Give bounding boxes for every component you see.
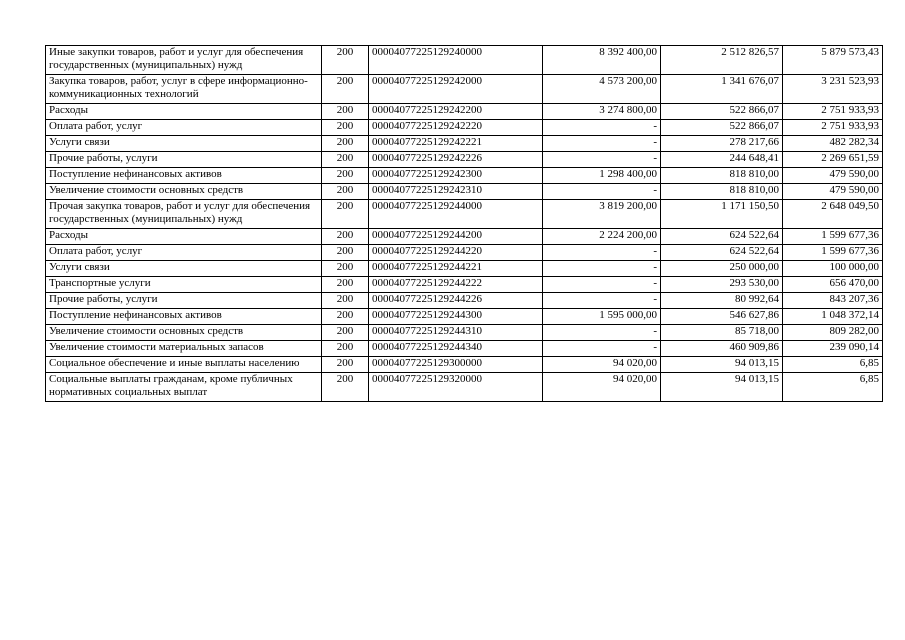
table-row	[46, 152, 883, 168]
row-kbk-cell: 00004077225129244200	[369, 229, 543, 245]
row-executed-cell: 1 171 150,50	[661, 200, 783, 229]
row-name-cell: Иные закупки товаров, работ и услуг для обеспечения государственных (муниципальных) нужд	[46, 46, 322, 75]
row-executed-cell: 818 810,00	[661, 184, 783, 200]
table-row	[46, 184, 883, 200]
row-kbk-cell: 00004077225129242310	[369, 184, 543, 200]
table-row	[46, 261, 883, 277]
row-code-cell: 200	[322, 293, 369, 309]
row-plan-cell: -	[543, 293, 661, 309]
table-row	[46, 120, 883, 136]
row-name-cell: Социальные выплаты гражданам, кроме публичных нормативных социальных выплат	[46, 373, 322, 402]
row-executed-cell: 818 810,00	[661, 168, 783, 184]
row-plan-cell: 1 298 400,00	[543, 168, 661, 184]
row-executed-cell: 85 718,00	[661, 325, 783, 341]
table-row	[46, 341, 883, 357]
table-row	[46, 168, 883, 184]
row-code-cell: 200	[322, 104, 369, 120]
row-plan-cell: 94 020,00	[543, 373, 661, 402]
row-kbk-cell: 00004077225129244340	[369, 341, 543, 357]
row-name-cell: Поступление нефинансовых активов	[46, 168, 322, 184]
row-name-cell: Социальное обеспечение и иные выплаты населению	[46, 357, 322, 373]
table-row	[46, 325, 883, 341]
row-plan-cell: -	[543, 245, 661, 261]
row-remainder-cell: 843 207,36	[783, 293, 883, 309]
row-plan-cell: -	[543, 120, 661, 136]
row-plan-cell: 2 224 200,00	[543, 229, 661, 245]
row-plan-cell: -	[543, 277, 661, 293]
row-kbk-cell: 00004077225129244220	[369, 245, 543, 261]
row-plan-cell: 8 392 400,00	[543, 46, 661, 75]
row-plan-cell: 1 595 000,00	[543, 309, 661, 325]
row-plan-cell: -	[543, 152, 661, 168]
row-remainder-cell: 2 751 933,93	[783, 104, 883, 120]
row-remainder-cell: 100 000,00	[783, 261, 883, 277]
row-executed-cell: 460 909,86	[661, 341, 783, 357]
row-kbk-cell: 00004077225129244000	[369, 200, 543, 229]
budget-execution-table	[45, 45, 883, 402]
row-remainder-cell: 479 590,00	[783, 184, 883, 200]
row-code-cell: 200	[322, 341, 369, 357]
table-row	[46, 245, 883, 261]
row-executed-cell: 293 530,00	[661, 277, 783, 293]
row-kbk-cell: 00004077225129242221	[369, 136, 543, 152]
row-code-cell: 200	[322, 46, 369, 75]
row-kbk-cell: 00004077225129244300	[369, 309, 543, 325]
table-row	[46, 136, 883, 152]
row-code-cell: 200	[322, 373, 369, 402]
table-row	[46, 309, 883, 325]
row-plan-cell: 94 020,00	[543, 357, 661, 373]
row-kbk-cell: 00004077225129244310	[369, 325, 543, 341]
row-name-cell: Увеличение стоимости основных средств	[46, 184, 322, 200]
table-row	[46, 75, 883, 104]
row-executed-cell: 522 866,07	[661, 104, 783, 120]
table-row	[46, 229, 883, 245]
row-executed-cell: 278 217,66	[661, 136, 783, 152]
row-executed-cell: 624 522,64	[661, 229, 783, 245]
row-kbk-cell: 00004077225129242226	[369, 152, 543, 168]
row-code-cell: 200	[322, 229, 369, 245]
row-kbk-cell: 00004077225129244226	[369, 293, 543, 309]
row-executed-cell: 624 522,64	[661, 245, 783, 261]
table-row	[46, 373, 883, 402]
row-code-cell: 200	[322, 261, 369, 277]
table-row	[46, 104, 883, 120]
row-code-cell: 200	[322, 75, 369, 104]
row-executed-cell: 546 627,86	[661, 309, 783, 325]
row-kbk-cell: 00004077225129242220	[369, 120, 543, 136]
row-remainder-cell: 656 470,00	[783, 277, 883, 293]
row-executed-cell: 522 866,07	[661, 120, 783, 136]
row-name-cell: Прочие работы, услуги	[46, 293, 322, 309]
row-code-cell: 200	[322, 309, 369, 325]
row-name-cell: Увеличение стоимости материальных запасов	[46, 341, 322, 357]
row-remainder-cell: 6,85	[783, 373, 883, 402]
row-name-cell: Расходы	[46, 229, 322, 245]
row-name-cell: Увеличение стоимости основных средств	[46, 325, 322, 341]
row-plan-cell: 3 819 200,00	[543, 200, 661, 229]
row-name-cell: Услуги связи	[46, 136, 322, 152]
row-executed-cell: 244 648,41	[661, 152, 783, 168]
row-kbk-cell: 00004077225129320000	[369, 373, 543, 402]
row-remainder-cell: 482 282,34	[783, 136, 883, 152]
row-name-cell: Транспортные услуги	[46, 277, 322, 293]
row-executed-cell: 80 992,64	[661, 293, 783, 309]
row-code-cell: 200	[322, 357, 369, 373]
budget-table-body	[46, 46, 883, 402]
row-remainder-cell: 239 090,14	[783, 341, 883, 357]
table-row	[46, 277, 883, 293]
row-kbk-cell: 00004077225129242300	[369, 168, 543, 184]
row-remainder-cell: 2 648 049,50	[783, 200, 883, 229]
row-plan-cell: -	[543, 341, 661, 357]
row-name-cell: Поступление нефинансовых активов	[46, 309, 322, 325]
row-remainder-cell: 3 231 523,93	[783, 75, 883, 104]
row-executed-cell: 94 013,15	[661, 357, 783, 373]
row-remainder-cell: 2 751 933,93	[783, 120, 883, 136]
row-code-cell: 200	[322, 277, 369, 293]
row-name-cell: Прочая закупка товаров, работ и услуг для обеспечения государственных (муниципальных) нужд	[46, 200, 322, 229]
row-kbk-cell: 00004077225129242000	[369, 75, 543, 104]
row-name-cell: Оплата работ, услуг	[46, 245, 322, 261]
row-remainder-cell: 1 599 677,36	[783, 245, 883, 261]
table-row	[46, 357, 883, 373]
row-remainder-cell: 1 599 677,36	[783, 229, 883, 245]
row-kbk-cell: 00004077225129244222	[369, 277, 543, 293]
row-plan-cell: -	[543, 184, 661, 200]
row-executed-cell: 1 341 676,07	[661, 75, 783, 104]
row-kbk-cell: 00004077225129242200	[369, 104, 543, 120]
row-remainder-cell: 2 269 651,59	[783, 152, 883, 168]
row-plan-cell: -	[543, 136, 661, 152]
row-code-cell: 200	[322, 120, 369, 136]
row-executed-cell: 250 000,00	[661, 261, 783, 277]
row-plan-cell: -	[543, 261, 661, 277]
row-code-cell: 200	[322, 136, 369, 152]
row-name-cell: Закупка товаров, работ, услуг в сфере информационно-коммуникационных технологий	[46, 75, 322, 104]
row-name-cell: Прочие работы, услуги	[46, 152, 322, 168]
row-code-cell: 200	[322, 200, 369, 229]
row-remainder-cell: 6,85	[783, 357, 883, 373]
table-row	[46, 200, 883, 229]
row-remainder-cell: 1 048 372,14	[783, 309, 883, 325]
row-plan-cell: -	[543, 325, 661, 341]
row-kbk-cell: 00004077225129300000	[369, 357, 543, 373]
row-remainder-cell: 479 590,00	[783, 168, 883, 184]
row-name-cell: Услуги связи	[46, 261, 322, 277]
row-code-cell: 200	[322, 152, 369, 168]
row-code-cell: 200	[322, 184, 369, 200]
row-code-cell: 200	[322, 325, 369, 341]
table-row	[46, 46, 883, 75]
table-row	[46, 293, 883, 309]
row-code-cell: 200	[322, 168, 369, 184]
row-kbk-cell: 00004077225129240000	[369, 46, 543, 75]
row-plan-cell: 3 274 800,00	[543, 104, 661, 120]
row-plan-cell: 4 573 200,00	[543, 75, 661, 104]
row-name-cell: Оплата работ, услуг	[46, 120, 322, 136]
row-remainder-cell: 5 879 573,43	[783, 46, 883, 75]
row-executed-cell: 2 512 826,57	[661, 46, 783, 75]
row-kbk-cell: 00004077225129244221	[369, 261, 543, 277]
row-name-cell: Расходы	[46, 104, 322, 120]
row-code-cell: 200	[322, 245, 369, 261]
row-executed-cell: 94 013,15	[661, 373, 783, 402]
row-remainder-cell: 809 282,00	[783, 325, 883, 341]
